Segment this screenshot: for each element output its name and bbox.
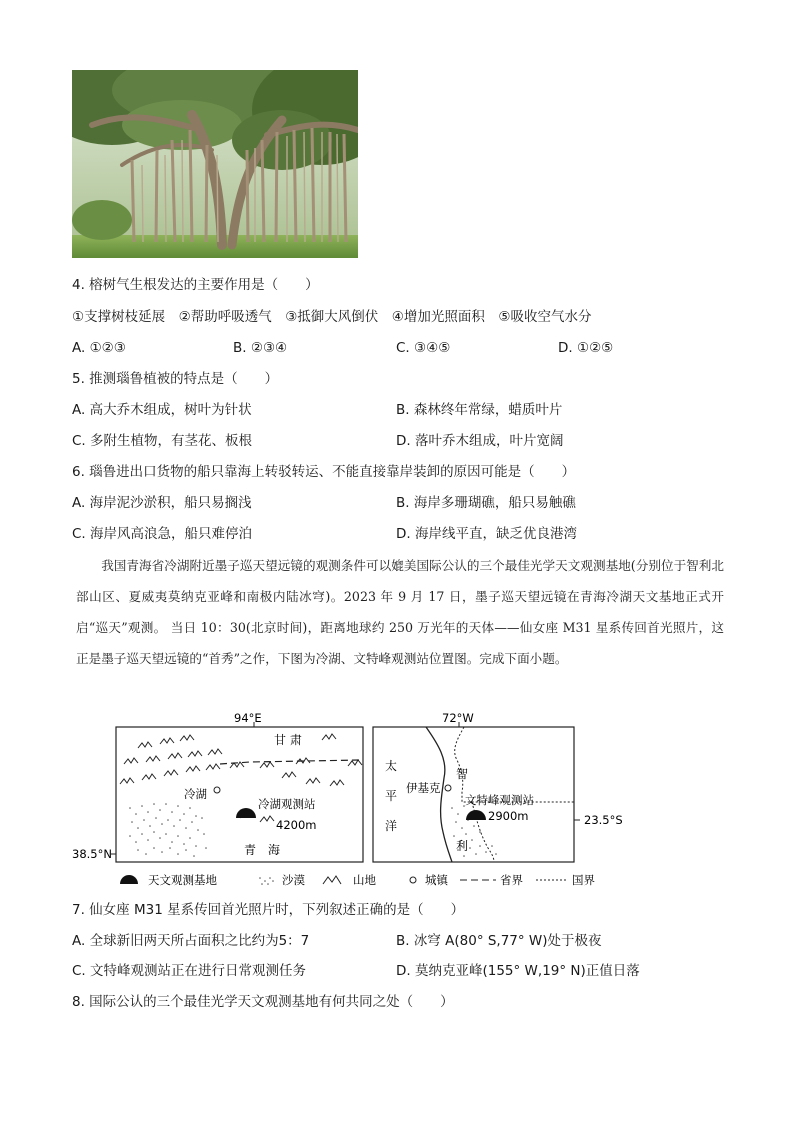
q6-option-b: B. 海岸多珊瑚礁，船只易触礁 [396,495,576,511]
gansu-label: 甘 肃 [274,733,302,747]
right-map-latitude: 23.5°S [584,813,623,827]
q4-option-c: C. ③④⑤ [396,340,451,356]
legend-town: 城镇 [425,873,448,887]
q7-stem: 7. 仙女座 M31 星系传回首光照片时，下列叙述正确的是（ ） [72,902,465,918]
country-char-1: 智 [456,767,469,781]
q5-option-d: D. 落叶乔木组成，叶片宽阔 [396,433,564,449]
q7-option-a: A. 全球新旧两天所占面积之比约为5：7 [72,933,310,949]
legend-station: 天文观测基地 [148,873,217,887]
q5-option-c: C. 多附生植物，有茎花、板根 [72,433,253,449]
q5-option-b: B. 森林终年常绿，蜡质叶片 [396,402,563,418]
lenghu-elevation: 4200m [276,818,317,832]
map-legend [120,873,595,887]
country-char-2: 利 [456,839,469,853]
left-map-frame [116,727,363,862]
legend-desert-icon [259,877,274,885]
q4-choices: ①支撑树枝延展 ②帮助呼吸透气 ③抵御大风倒伏 ④增加光照面积 ⑤吸收空气水分 [72,309,592,325]
q6-option-d: D. 海岸线平直，缺乏优良港湾 [396,526,577,542]
iquique-town-marker [445,785,451,791]
q7-option-b: B. 冰穹 A(80° S,77° W)处于极夜 [396,933,602,949]
q4-option-d: D. ①②⑤ [558,340,614,356]
ocean-char-1: 太 [385,759,398,773]
reading-passage: 我国青海省冷湖附近墨子巡天望远镜的观测条件可以媲美国际公认的三个最佳光学天文观测基地(分别位于智利北部山区、夏威夷莫纳克亚峰和南极内陆冰穹)。2023 年 9 月 17 日，墨子巡天望远镜在青海冷湖天文基地正式开启“巡天”观测。 当日 10：30(北京时间)，距离地球约 250 万光年的天体——仙女座 M31 星系传回首光照片，这正是墨子巡天望远镜的“首秀”之作，下图为冷湖、文特峰观测站位置图。完成下面小题。 [76,558,724,666]
legend-station-icon [120,875,138,884]
lenghu-town-label: 冷湖 [184,787,207,801]
legend-desert: 沙漠 [282,873,305,887]
legend-border: 国界 [572,873,595,887]
iquique-town-label: 伊基克 [406,781,441,795]
q5-stem: 5. 推测瑙鲁植被的特点是（ ） [72,371,279,387]
location-map [60,708,660,888]
q6-option-c: C. 海岸风高浪急，船只难停泊 [72,526,253,542]
left-map-longitude: 94°E [234,711,262,725]
q7-option-c: C. 文特峰观测站正在进行日常观测任务 [72,963,307,979]
q4-stem: 4. 榕树气生根发达的主要作用是（ ） [72,277,319,293]
q4-option-b: B. ②③④ [233,340,288,356]
banyan-tree-photo [72,70,358,258]
q6-option-a: A. 海岸泥沙淤积，船只易搁浅 [72,495,252,511]
ventarrones-elevation: 2900m [488,809,529,823]
legend-town-icon [410,877,416,883]
legend-mountain-icon [323,876,341,884]
q7-option-d: D. 莫纳克亚峰(155° W,19° N)正值日落 [396,963,640,979]
q4-option-a: A. ①②③ [72,340,126,356]
ocean-char-2: 平 [385,789,398,803]
right-map-longitude: 72°W [442,711,474,725]
ocean-char-3: 洋 [385,819,398,833]
q5-option-a: A. 高大乔木组成，树叶为针状 [72,402,252,418]
qinghai-label: 青 海 [244,843,281,857]
q8-stem: 8. 国际公认的三个最佳光学天文观测基地有何共同之处（ ） [72,994,454,1010]
left-map-latitude: 38.5°N [72,847,112,861]
legend-province: 省界 [500,873,523,887]
q6-stem: 6. 瑙鲁进出口货物的船只靠海上转驳转运、不能直接靠岸装卸的原因可能是（ ） [72,464,576,480]
legend-mountain: 山地 [353,873,376,887]
ventarrones-station-label: 文特峰观测站 [465,793,534,807]
lenghu-town-marker [214,787,220,793]
lenghu-station-label: 冷湖观测站 [258,797,316,811]
